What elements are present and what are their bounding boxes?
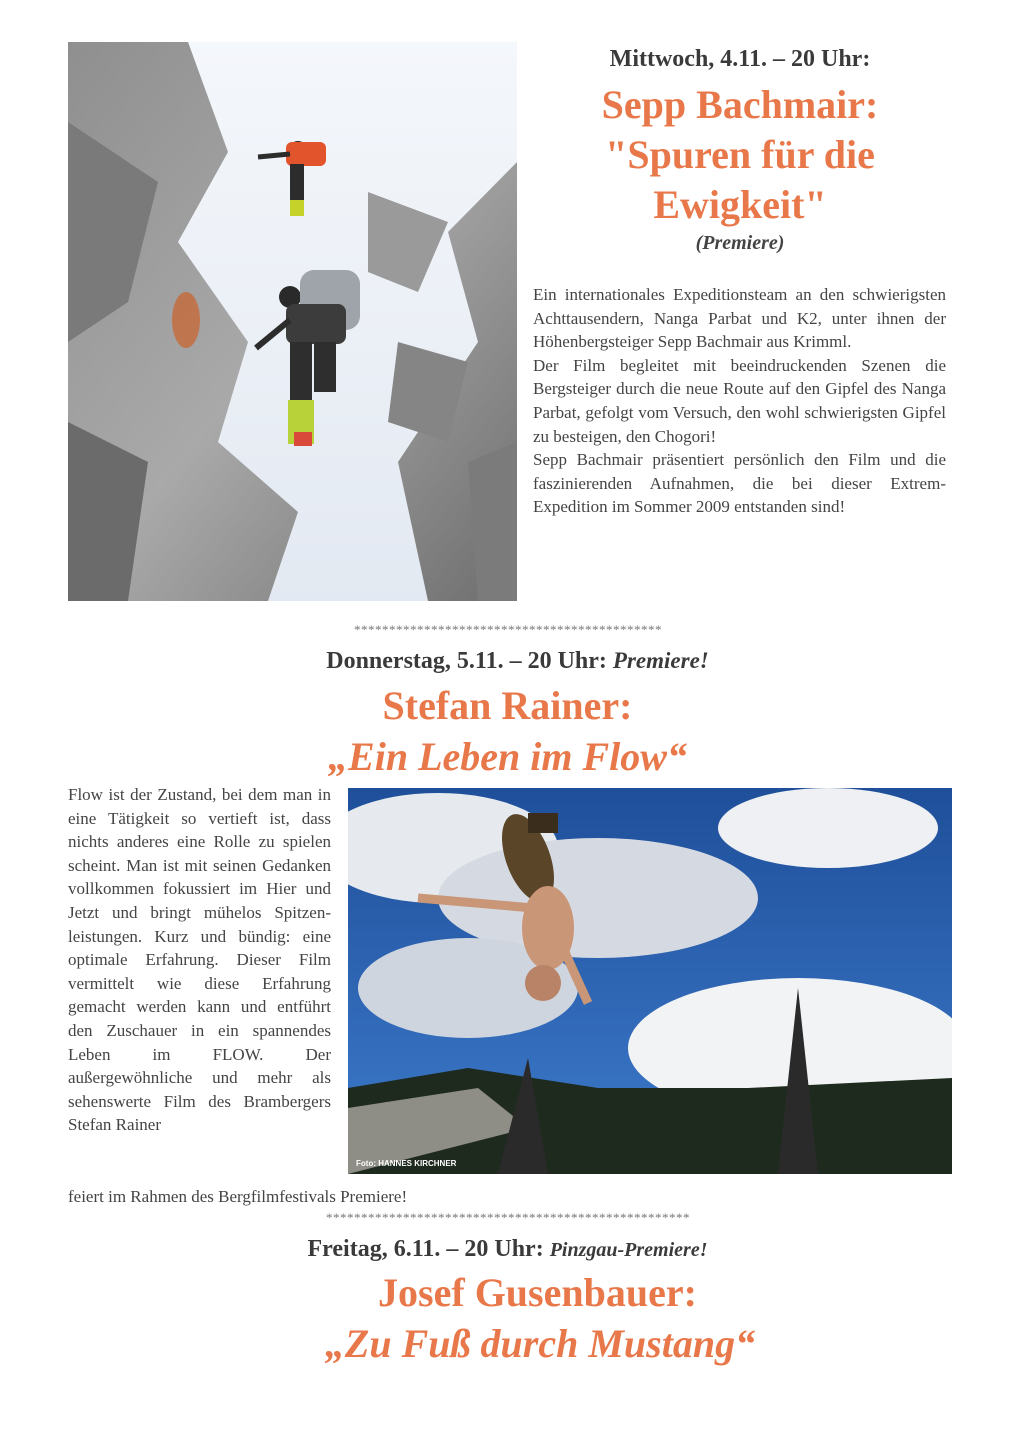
event2-dateline-row bbox=[0, 648, 1035, 675]
flip-photo bbox=[348, 788, 952, 1174]
event1-paragraph-1: Ein internationales Expeditionsteam an den schwierigsten Achttausendern, Nanga Parbat und K2, unter ihnen der Höhenbergsteiger Sepp Bachmair aus Krimml. bbox=[533, 285, 946, 352]
event2-title-line2: „Ein Leben im Flow“ bbox=[328, 734, 687, 779]
event2-title-line1: Stefan Rainer: bbox=[382, 683, 633, 728]
event1-title-line2: "Spuren für die bbox=[605, 132, 875, 177]
event1-title-line3: Ewigkeit" bbox=[653, 182, 827, 227]
flip-illustration bbox=[348, 788, 952, 1174]
event1-dateline: Mittwoch, 4.11. – 20 Uhr: bbox=[609, 46, 871, 72]
event1-title bbox=[535, 80, 945, 230]
separator-2: **************************************************** bbox=[326, 1210, 690, 1225]
event2-description: Flow ist der Zustand, bei dem man in eine Tätigkeit so vertieft ist, dass nichts anderes eine Rolle zu spielen scheint. Man ist mit seinen Gedanken vollkommen fokussiert im Hier und Jetzt und bringt mühelos Spitzen-leistungen. Kurz und bündig: eine optimale Erfahrung. Dieser Film vermittelt wie diese Erfahrung gemacht werden kann und entführt den Zuschauer in ein spannendes Leben im FLOW. Der außergewöhnliche und mehr als sehenswerte Film des Brambergers Stefan Rainer bbox=[68, 785, 331, 1135]
event1-paragraph-2: Der Film begleitet mit beeindruckenden Szenen die Bergsteiger durch die neue Route auf den Gipfel des Nanga Parbat, gefolgt vom Versuch, den wohl schwierigsten Gipfel zu besteigen, den Chogori! bbox=[533, 355, 946, 446]
photo-credit: Foto: HANNES KIRCHNER bbox=[356, 1159, 457, 1168]
event1-title-line1: Sepp Bachmair: bbox=[601, 82, 879, 127]
event2-last-line: feiert im Rahmen des Bergfilmfestivals Premiere! bbox=[68, 1187, 408, 1206]
climbers-photo bbox=[68, 42, 517, 601]
event3-dateline: Freitag, 6.11. – 20 Uhr: bbox=[307, 1236, 544, 1262]
event1-subtitle: (Premiere) bbox=[695, 232, 785, 254]
event1-paragraph-3: Sepp Bachmair präsentiert persönlich den Film und die faszinierenden Aufnahmen, die bei dieser Extrem-Expedition im Sommer 2009 entstanden sind! bbox=[533, 450, 946, 517]
event1-description bbox=[533, 283, 946, 519]
climbers-illustration bbox=[68, 42, 517, 601]
event3-dateline-row bbox=[0, 1236, 1015, 1263]
event3-title-line1: Josef Gusenbauer: bbox=[378, 1270, 697, 1315]
separator-1: ******************************************** bbox=[354, 622, 662, 637]
event3-dateline-note: Pinzgau-Premiere! bbox=[549, 1239, 708, 1261]
event3-title-line2: „Zu Fuß durch Mustang“ bbox=[324, 1321, 756, 1366]
event2-dateline: Donnerstag, 5.11. – 20 Uhr: bbox=[326, 648, 607, 674]
event2-dateline-note: Premiere! bbox=[612, 648, 709, 673]
